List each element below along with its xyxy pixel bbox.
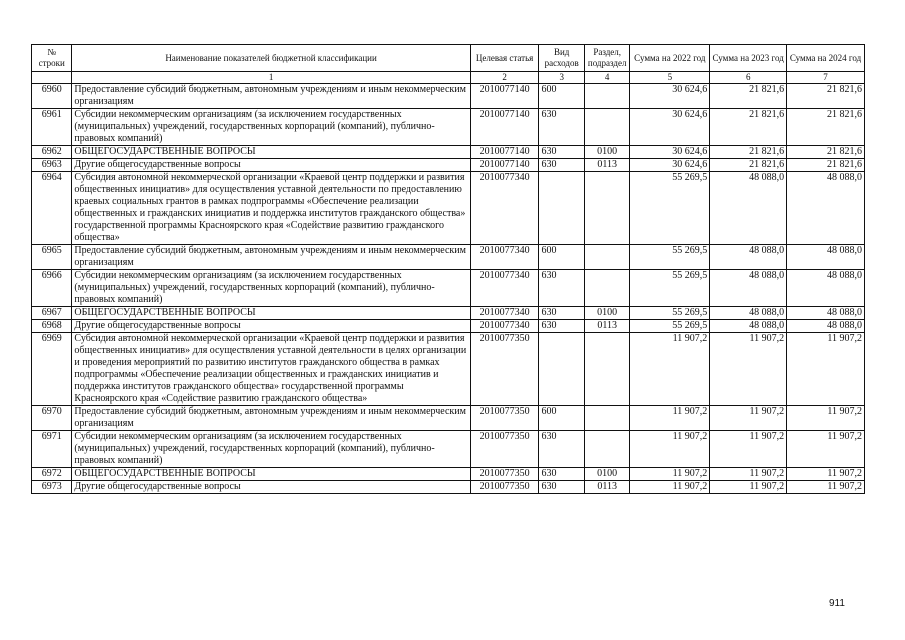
sum-2024: 21 821,6: [787, 146, 865, 159]
sum-2023: 48 088,0: [710, 307, 787, 320]
sum-2022: 11 907,2: [630, 333, 710, 406]
sum-2022: 55 269,5: [630, 172, 710, 245]
sum-2022: 11 907,2: [630, 406, 710, 431]
row-number: 6972: [32, 468, 72, 481]
sum-2023: 48 088,0: [710, 270, 787, 307]
row-number: 6973: [32, 481, 72, 494]
indicator-name: ОБЩЕГОСУДАРСТВЕННЫЕ ВОПРОСЫ: [72, 468, 470, 481]
section-code: 0113: [584, 481, 629, 494]
indicator-name: Субсидии некоммерческим организациям (за исключением государственных (муниципальных) учреждений, государственных корпораций (компаний), публично-правовых компаний): [72, 270, 470, 307]
sum-2024: 48 088,0: [787, 320, 865, 333]
target-article: 2010077140: [470, 84, 539, 109]
sum-2023: 21 821,6: [710, 84, 787, 109]
indicator-name: Другие общегосударственные вопросы: [72, 159, 470, 172]
column-number: 6: [710, 72, 787, 84]
indicator-name: Субсидия автономной некоммерческой организации «Краевой центр поддержки и развития общественных инициатив» для осуществления уставной деятельности в целях организации и проведения мероприятий по развитию институтов гражданского общества в рамках подпрограммы «Обеспечение реализации общественных и гражданских инициатив и поддержка институтов гражданского общества» государственной программы Красноярского края «Содействие развитию гражданского общества»: [72, 333, 470, 406]
expense-type: 630: [539, 109, 584, 146]
expense-type: 630: [539, 270, 584, 307]
section-code: 0100: [584, 307, 629, 320]
sum-2022: 30 624,6: [630, 159, 710, 172]
table-row: [32, 431, 865, 468]
section-code: 0113: [584, 320, 629, 333]
section-code: [584, 245, 629, 270]
target-article: 2010077340: [470, 320, 539, 333]
row-number: 6969: [32, 333, 72, 406]
table-row: [32, 172, 865, 245]
sum-2023: 21 821,6: [710, 159, 787, 172]
sum-2023: 11 907,2: [710, 468, 787, 481]
row-number: 6970: [32, 406, 72, 431]
indicator-name: ОБЩЕГОСУДАРСТВЕННЫЕ ВОПРОСЫ: [72, 146, 470, 159]
expense-type: 630: [539, 431, 584, 468]
section-code: [584, 109, 629, 146]
row-number: 6963: [32, 159, 72, 172]
sum-2023: 48 088,0: [710, 320, 787, 333]
column-number: 1: [72, 72, 470, 84]
sum-2022: 55 269,5: [630, 320, 710, 333]
expense-type: 630: [539, 481, 584, 494]
indicator-name: Субсидии некоммерческим организациям (за исключением государственных (муниципальных) учреждений, государственных корпораций (компаний), публично-правовых компаний): [72, 431, 470, 468]
page-number: 911: [829, 598, 845, 609]
target-article: 2010077350: [470, 468, 539, 481]
table-row: [32, 468, 865, 481]
indicator-name: Другие общегосударственные вопросы: [72, 320, 470, 333]
indicator-name: Предоставление субсидий бюджетным, автономным учреждениям и иным некоммерческим организациям: [72, 406, 470, 431]
indicator-name: Субсидии некоммерческим организациям (за исключением государственных (муниципальных) учреждений, государственных корпораций (компаний), публично-правовых компаний): [72, 109, 470, 146]
sum-2024: 21 821,6: [787, 159, 865, 172]
sum-2023: 11 907,2: [710, 481, 787, 494]
sum-2024: 11 907,2: [787, 431, 865, 468]
sum-2023: 48 088,0: [710, 245, 787, 270]
sum-2024: 11 907,2: [787, 481, 865, 494]
expense-type: 630: [539, 159, 584, 172]
sum-2024: 48 088,0: [787, 307, 865, 320]
table-row: [32, 109, 865, 146]
header-row: [32, 45, 865, 72]
column-number-row: [32, 72, 865, 84]
column-number: 3: [539, 72, 584, 84]
indicator-name: Предоставление субсидий бюджетным, автономным учреждениям и иным некоммерческим организациям: [72, 245, 470, 270]
sum-2023: 11 907,2: [710, 406, 787, 431]
row-number: 6962: [32, 146, 72, 159]
indicator-name: ОБЩЕГОСУДАРСТВЕННЫЕ ВОПРОСЫ: [72, 307, 470, 320]
sum-2022: 30 624,6: [630, 84, 710, 109]
target-article: 2010077340: [470, 245, 539, 270]
expense-type: 600: [539, 84, 584, 109]
sum-2022: 11 907,2: [630, 481, 710, 494]
header-target-article: Целевая статья: [470, 45, 539, 72]
row-number: 6968: [32, 320, 72, 333]
row-number: 6961: [32, 109, 72, 146]
row-number: 6960: [32, 84, 72, 109]
section-code: [584, 431, 629, 468]
header-sum-2024: Сумма на 2024 год: [787, 45, 865, 72]
sum-2022: 30 624,6: [630, 109, 710, 146]
sum-2023: 48 088,0: [710, 172, 787, 245]
table-row: [32, 320, 865, 333]
target-article: 2010077140: [470, 109, 539, 146]
sum-2024: 48 088,0: [787, 270, 865, 307]
section-code: [584, 333, 629, 406]
expense-type: 600: [539, 245, 584, 270]
row-number: 6967: [32, 307, 72, 320]
expense-type: 630: [539, 468, 584, 481]
indicator-name: Предоставление субсидий бюджетным, автономным учреждениям и иным некоммерческим организациям: [72, 84, 470, 109]
target-article: 2010077340: [470, 270, 539, 307]
expense-type: [539, 172, 584, 245]
column-number: 2: [470, 72, 539, 84]
sum-2022: 11 907,2: [630, 431, 710, 468]
column-number-blank: [32, 72, 72, 84]
table-row: [32, 84, 865, 109]
target-article: 2010077340: [470, 307, 539, 320]
section-code: 0113: [584, 159, 629, 172]
sum-2022: 55 269,5: [630, 270, 710, 307]
section-code: [584, 406, 629, 431]
target-article: 2010077340: [470, 172, 539, 245]
target-article: 2010077350: [470, 406, 539, 431]
row-number: 6965: [32, 245, 72, 270]
sum-2022: 30 624,6: [630, 146, 710, 159]
target-article: 2010077350: [470, 333, 539, 406]
header-indicator-name: Наименование показателей бюджетной классификации: [72, 45, 470, 72]
section-code: [584, 84, 629, 109]
table-row: [32, 146, 865, 159]
sum-2023: 21 821,6: [710, 109, 787, 146]
target-article: 2010077140: [470, 146, 539, 159]
sum-2024: 11 907,2: [787, 406, 865, 431]
sum-2024: 48 088,0: [787, 245, 865, 270]
sum-2022: 11 907,2: [630, 468, 710, 481]
sum-2022: 55 269,5: [630, 245, 710, 270]
header-section: Раздел, подраздел: [584, 45, 629, 72]
sum-2024: 48 088,0: [787, 172, 865, 245]
header-sum-2022: Сумма на 2022 год: [630, 45, 710, 72]
table-row: [32, 307, 865, 320]
table-row: [32, 159, 865, 172]
target-article: 2010077350: [470, 431, 539, 468]
expense-type: 630: [539, 146, 584, 159]
header-expense-type: Вид расходов: [539, 45, 584, 72]
header-sum-2023: Сумма на 2023 год: [710, 45, 787, 72]
table-row: [32, 481, 865, 494]
table-row: [32, 406, 865, 431]
indicator-name: Другие общегосударственные вопросы: [72, 481, 470, 494]
column-number: 5: [630, 72, 710, 84]
section-code: 0100: [584, 146, 629, 159]
sum-2024: 11 907,2: [787, 468, 865, 481]
expense-type: 630: [539, 307, 584, 320]
expense-type: [539, 333, 584, 406]
sum-2023: 11 907,2: [710, 333, 787, 406]
row-number: 6966: [32, 270, 72, 307]
column-number: 7: [787, 72, 865, 84]
sum-2024: 21 821,6: [787, 84, 865, 109]
table-row: [32, 270, 865, 307]
indicator-name: Субсидия автономной некоммерческой организации «Краевой центр поддержки и развития общественных инициатив» для осуществления уставной деятельности по предоставлению краевых социальных грантов в рамках подпрограммы «Обеспечение реализации общественных и гражданских инициатив и поддержка институтов гражданского общества» государственной программы Красноярского края «Содействие развитию гражданского общества»: [72, 172, 470, 245]
sum-2024: 21 821,6: [787, 109, 865, 146]
budget-table: [31, 44, 865, 494]
table-body: [32, 84, 865, 494]
sum-2023: 11 907,2: [710, 431, 787, 468]
sum-2023: 21 821,6: [710, 146, 787, 159]
table-row: [32, 245, 865, 270]
target-article: 2010077350: [470, 481, 539, 494]
row-number: 6971: [32, 431, 72, 468]
section-code: [584, 172, 629, 245]
column-number: 4: [584, 72, 629, 84]
header-row-number: № строки: [32, 45, 72, 72]
row-number: 6964: [32, 172, 72, 245]
expense-type: 600: [539, 406, 584, 431]
table-row: [32, 333, 865, 406]
sum-2022: 55 269,5: [630, 307, 710, 320]
section-code: [584, 270, 629, 307]
budget-sheet: [31, 44, 865, 494]
expense-type: 630: [539, 320, 584, 333]
sum-2024: 11 907,2: [787, 333, 865, 406]
section-code: 0100: [584, 468, 629, 481]
target-article: 2010077140: [470, 159, 539, 172]
